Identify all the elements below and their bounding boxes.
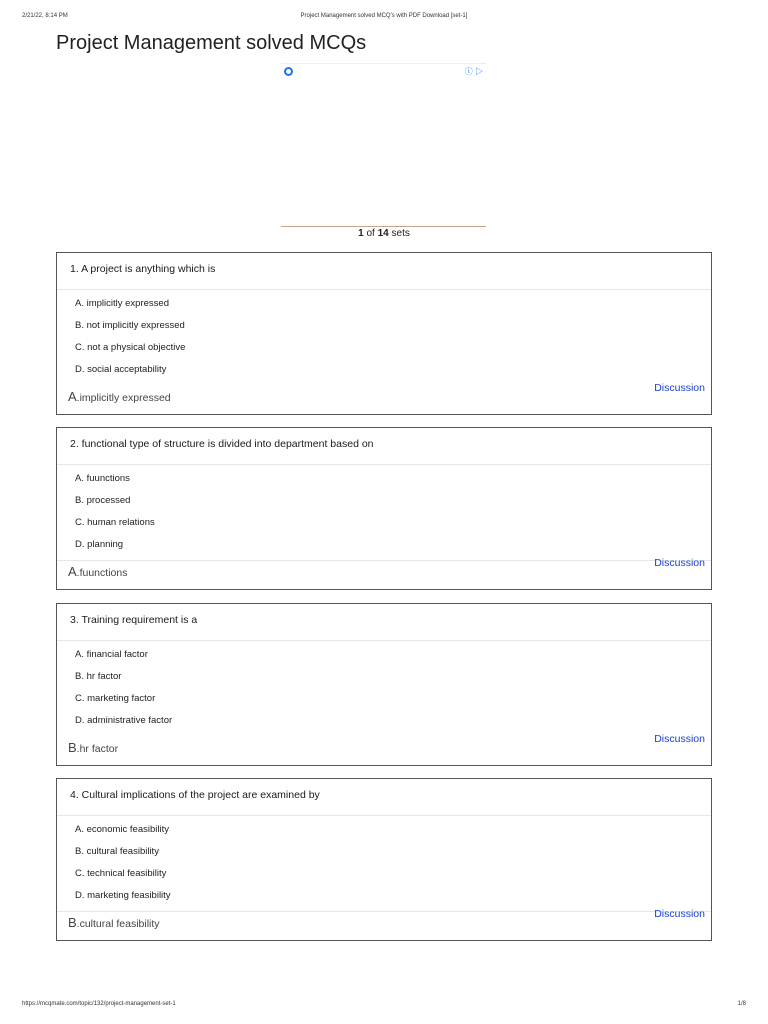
answer — [68, 915, 160, 930]
answer-text: .cultural feasibility — [76, 918, 160, 930]
answer — [68, 564, 127, 579]
print-header — [22, 13, 746, 23]
ad-info-close-icon[interactable]: ⓘ ▷ — [464, 67, 483, 76]
discussion-link[interactable]: Discussion — [654, 557, 705, 569]
option-d[interactable]: D. marketing feasibility — [75, 890, 171, 901]
divider — [57, 560, 711, 561]
divider — [57, 911, 711, 912]
question-card-1 — [56, 252, 712, 415]
question-stem: 2. functional type of structure is divided into department based on — [70, 438, 374, 450]
page-title: Project Management solved MCQs — [56, 32, 367, 54]
print-url: https://mcqmate.com/topic/132/project-management-set-1 — [22, 1001, 176, 1007]
pager-current: 1 — [358, 228, 364, 239]
answer-letter: A — [68, 564, 77, 579]
option-c[interactable]: C. human relations — [75, 517, 155, 528]
question-card-4 — [56, 778, 712, 941]
option-a[interactable]: A. implicitly expressed — [75, 298, 169, 309]
answer-text: .fuunctions — [76, 567, 128, 579]
pager-suffix: sets — [391, 228, 410, 239]
option-c[interactable]: C. technical feasibility — [75, 868, 167, 879]
print-page-number: 1/8 — [737, 1001, 746, 1007]
answer-text: .hr factor — [76, 743, 119, 755]
option-list — [75, 823, 171, 911]
ad-choices-icon[interactable] — [284, 67, 293, 76]
answer-text: .implicitly expressed — [76, 392, 171, 404]
option-a[interactable]: A. fuunctions — [75, 473, 130, 484]
question-stem: 3. Training requirement is a — [70, 614, 198, 626]
option-c[interactable]: C. marketing factor — [75, 693, 156, 704]
answer — [68, 740, 118, 755]
question-stem: 4. Cultural implications of the project are examined by — [70, 789, 320, 801]
answer — [68, 389, 171, 404]
ad-banner[interactable] — [281, 63, 486, 227]
question-card-2 — [56, 427, 712, 590]
option-d[interactable]: D. social acceptability — [75, 364, 167, 375]
question-card-3 — [56, 603, 712, 766]
option-a[interactable]: A. financial factor — [75, 649, 148, 660]
divider — [57, 640, 711, 641]
divider — [57, 464, 711, 465]
pager-of: of — [366, 228, 375, 239]
discussion-link[interactable]: Discussion — [654, 908, 705, 920]
discussion-link[interactable]: Discussion — [654, 733, 705, 745]
set-pager — [0, 228, 768, 239]
option-c[interactable]: C. not a physical objective — [75, 342, 186, 353]
option-d[interactable]: D. planning — [75, 539, 124, 550]
answer-letter: B — [68, 740, 77, 755]
option-b[interactable]: B. cultural feasibility — [75, 846, 159, 857]
print-date: 2/21/22, 8:14 PM — [22, 13, 68, 19]
option-list — [75, 648, 172, 736]
divider — [57, 815, 711, 816]
option-list — [75, 472, 155, 560]
option-b[interactable]: B. hr factor — [75, 671, 122, 682]
option-b[interactable]: B. not implicitly expressed — [75, 320, 185, 331]
option-list — [75, 297, 185, 385]
answer-letter: A — [68, 389, 77, 404]
print-doc-title: Project Management solved MCQ's with PDF Download [set-1] — [300, 13, 468, 19]
divider — [57, 289, 711, 290]
option-a[interactable]: A. economic feasibility — [75, 824, 169, 835]
discussion-link[interactable]: Discussion — [654, 382, 705, 394]
question-stem: 1. A project is anything which is — [70, 263, 216, 275]
pager-total: 14 — [377, 228, 389, 239]
option-b[interactable]: B. processed — [75, 495, 131, 506]
answer-letter: B — [68, 915, 77, 930]
option-d[interactable]: D. administrative factor — [75, 715, 173, 726]
